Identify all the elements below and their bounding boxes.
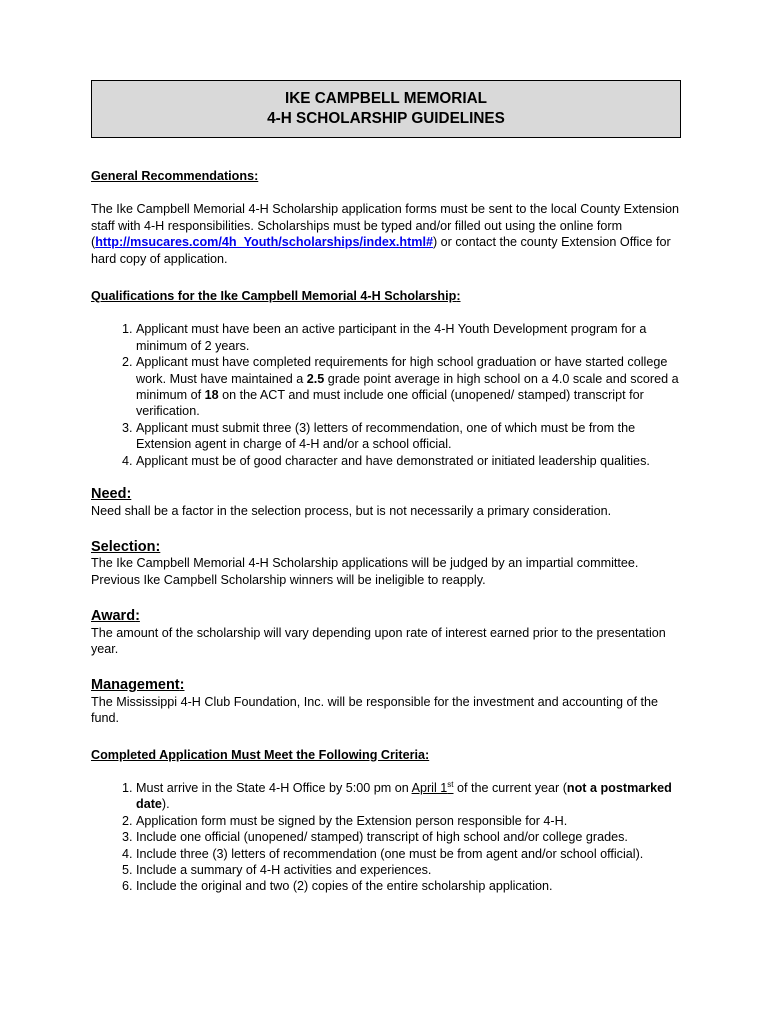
list-item: 1. Must arrive in the State 4-H Office by 5:00 pm on April 1st of the current year (not a postmarked date). [136,780,681,813]
document-page [91,80,681,895]
title-line-1: IKE CAMPBELL MEMORIAL [285,90,487,107]
award-heading: Award: [91,608,140,625]
list-item: 2. Application form must be signed by the Extension person responsible for 4-H. [136,813,681,829]
need-text: Need shall be a factor in the selection process, but is not necessarily a primary consideration. [91,503,612,518]
general-heading: General Recommendations: [91,169,259,183]
list-item: 3. Applicant must submit three (3) letters of recommendation, one of which must be from the Extension agent in charge of 4-H and/or a school official. [136,420,681,453]
list-item: 5. Include a summary of 4-H activities and experiences. [136,862,681,878]
need-heading: Need: [91,486,132,503]
qualifications-list [91,321,681,469]
list-item: 2. Applicant must have completed requirements for high school graduation or have started college work. Must have maintained a 2.5 grade point average in high school on a 4.0 scale and scored a minimum of 18 on the ACT and must include one official (unopened/ stamped) transcript for verification. [136,354,681,420]
management-text: The Mississippi 4-H Club Foundation, Inc. will be responsible for the investment and accounting of the fund. [91,694,659,726]
criteria-heading: Completed Application Must Meet the Following Criteria: [91,747,430,762]
list-item: 3. Include one official (unopened/ stamped) transcript of high school and/or college grades. [136,829,681,845]
list-item: 1. Applicant must have been an active participant in the 4-H Youth Development program for a minimum of 2 years. [136,321,681,354]
online-form-link[interactable]: http://msucares.com/4h_Youth/scholarships/index.html# [95,235,433,250]
title-line-2: 4-H SCHOLARSHIP GUIDELINES [267,110,505,127]
award-text: The amount of the scholarship will vary depending upon rate of interest earned prior to the presentation year. [91,625,666,656]
selection-heading: Selection: [91,538,161,555]
title-box [91,80,681,138]
selection-text: The Ike Campbell Memorial 4-H Scholarship applications will be judged by an impartial committee. Previous Ike Campbell Scholarship winners will be ineligible to reapply. [91,556,639,587]
list-item: 6. Include the original and two (2) copies of the entire scholarship application. [136,878,681,894]
list-item: 4. Include three (3) letters of recommendation (one must be from agent and/or school official). [136,846,681,862]
qualifications-heading: Qualifications for the Ike Campbell Memorial 4-H Scholarship: [91,289,461,304]
management-heading: Management: [91,677,185,694]
general-text: The Ike Campbell Memorial 4-H Scholarship application forms must be sent to the local County Extension staff with 4-H responsibilities. Scholarships must be typed and/or filled out using the online form (http://msucares.com/4h_Youth/scholarships/index.html#) or contact the county Extension Office for hard copy of application. [91,202,679,266]
list-item: 4. Applicant must be of good character and have demonstrated or initiated leadership qualities. [136,453,681,469]
criteria-list [91,780,681,895]
